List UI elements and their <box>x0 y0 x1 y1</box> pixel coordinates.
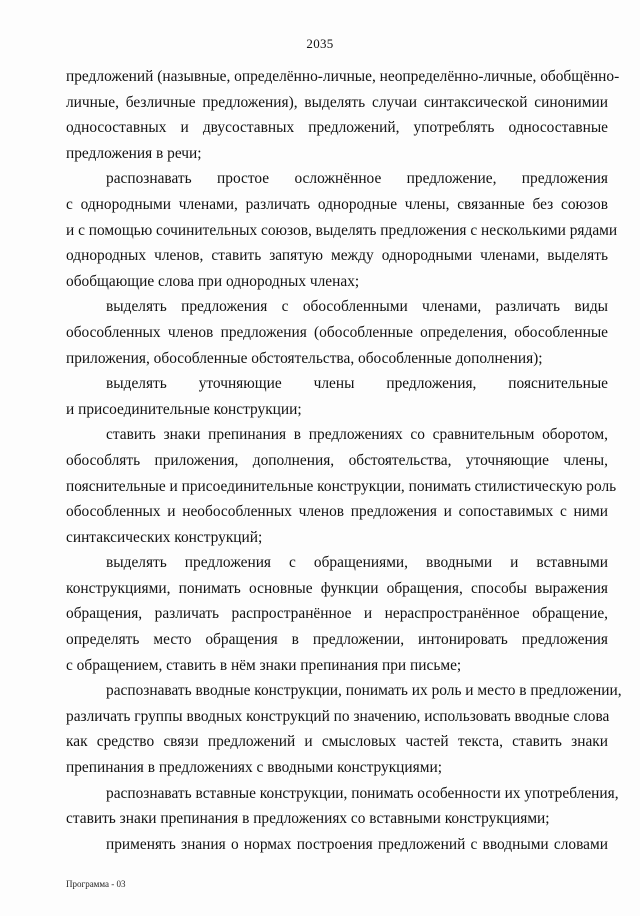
text-line: однородных членов, ставить запятую между однородными членами, выделять <box>66 247 608 265</box>
text-line: выделять уточняющие члены предложения, пояснительные <box>106 375 608 393</box>
paragraph-8 <box>66 781 619 832</box>
paragraph-5 <box>66 422 617 550</box>
text-line: препинания в предложениях с вводными конструкциями; <box>66 759 442 777</box>
page-number: 2035 <box>306 36 334 51</box>
text-line: как средство связи предложений и смысловых частей текста, ставить знаки <box>66 733 608 751</box>
text-line: распознавать вставные конструкции, понимать особенности их употребления, <box>106 784 619 802</box>
text-line: синтаксических конструкций; <box>66 528 263 546</box>
text-line: обращения, различать распространённое и нераспространённое обращение, <box>66 605 608 623</box>
text-line: с однородными членами, различать однородные члены, связанные без союзов <box>66 195 608 213</box>
text-line: обобщающие слова при однородных членах; <box>66 272 360 290</box>
paragraph-9 <box>66 832 608 858</box>
document-body <box>66 64 622 857</box>
text-line: применять знания о нормах построения предложений с вводными словами <box>106 835 608 853</box>
text-line: и присоединительные конструкции; <box>66 400 302 418</box>
text-line: конструкциями, понимать основные функции обращения, способы выражения <box>66 579 608 597</box>
footer-label: Программа - 03 <box>66 879 126 889</box>
text-line: различать группы вводных конструкций по значению, использовать вводные слова <box>66 707 610 725</box>
text-line: предложения в речи; <box>66 144 202 162</box>
text-line: односоставных и двусоставных предложений, употреблять односоставные <box>66 119 608 137</box>
text-line: с обращением, ставить в нём знаки препинания при письме; <box>66 656 462 674</box>
text-line: и с помощью сочинительных союзов, выделять предложения с несколькими рядами <box>66 221 618 239</box>
text-line: обособлять приложения, дополнения, обстоятельства, уточняющие члены, <box>66 451 608 469</box>
text-line: обособленных и необособленных членов предложения и сопоставимых с ними <box>66 503 608 521</box>
text-line: предложений (назывные, определённо-личные, неопределённо-личные, обобщённо- <box>66 68 620 85</box>
paragraph-3 <box>66 294 608 371</box>
text-line: пояснительные и присоединительные конструкции, понимать стилистическую роль <box>66 477 617 495</box>
paragraph-7 <box>66 678 622 780</box>
text-line: выделять предложения с обращениями, вводными и вставными <box>106 554 608 572</box>
text-line: определять место обращения в предложении, интонировать предложения <box>66 631 608 649</box>
paragraph-4 <box>66 371 608 422</box>
text-line: обособленных членов предложения (обособленные определения, обособленные <box>66 323 608 341</box>
text-line: ставить знаки препинания в предложениях со вставными конструкциями; <box>66 810 550 828</box>
paragraph-6 <box>66 550 608 678</box>
text-line: выделять предложения с обособленными членами, различать виды <box>106 298 608 316</box>
text-line: личные, безличные предложения), выделять случаи синтаксической синонимии <box>66 93 608 111</box>
text-line: ставить знаки препинания в предложениях со сравнительным оборотом, <box>106 426 608 444</box>
text-line: распознавать простое осложнённое предложение, предложения <box>106 170 608 188</box>
paragraph-1 <box>66 64 620 166</box>
text-line: распознавать вводные конструкции, понимать их роль и место в предложении, <box>106 682 622 700</box>
text-line: приложения, обособленные обстоятельства, обособленные дополнения); <box>66 349 543 367</box>
paragraph-2 <box>66 166 618 294</box>
